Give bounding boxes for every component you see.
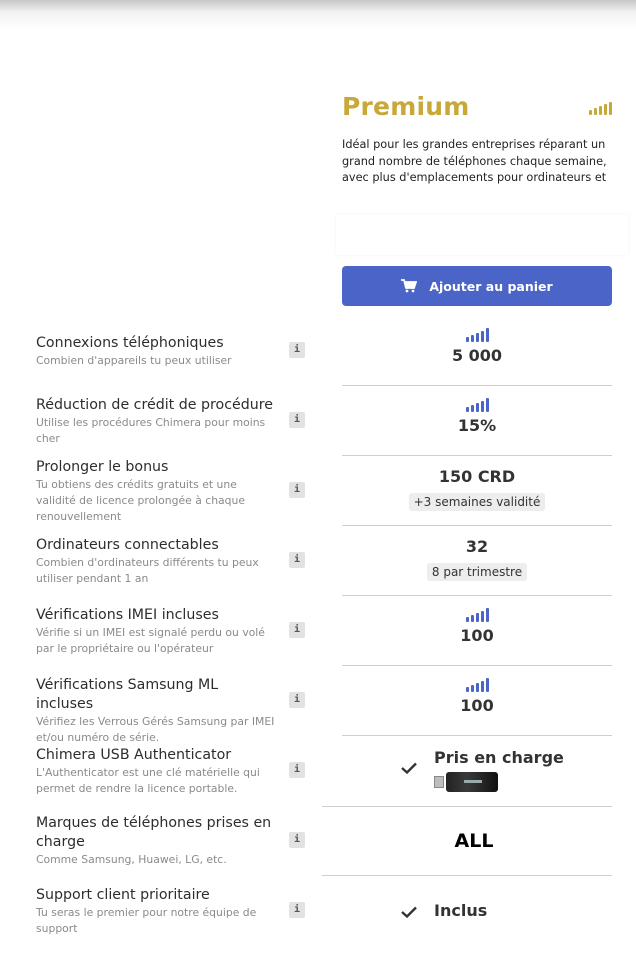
- info-icon[interactable]: i: [289, 552, 305, 568]
- info-icon[interactable]: i: [289, 622, 305, 638]
- plan-header: [342, 92, 614, 121]
- feature-title: Connexions téléphoniques: [36, 335, 224, 351]
- info-icon[interactable]: i: [289, 342, 305, 358]
- feature-subtitle: Vérifie si un IMEI est signalé perdu ou volé par le propriétaire ou l'opérateur: [36, 626, 265, 655]
- feature-title: Prolonger le bonus: [36, 459, 169, 475]
- feature-title: Ordinateurs connectables: [36, 537, 219, 553]
- feature-extend-bonus: [36, 458, 276, 525]
- value-supported-brands: ALL: [330, 820, 618, 862]
- feature-value: 100: [460, 696, 494, 715]
- value-usb-authenticator: [434, 748, 564, 792]
- feature-supported-brands: [36, 814, 276, 868]
- info-icon[interactable]: i: [289, 832, 305, 848]
- feature-value: 5 000: [451, 346, 503, 365]
- cart-icon: [401, 279, 417, 293]
- signal-strength-icon: [589, 102, 612, 115]
- usb-key-image: [434, 772, 498, 792]
- feature-value: 150 CRD: [438, 467, 516, 486]
- feature-subtitle: Tu seras le premier pour notre équipe de support: [36, 906, 257, 935]
- price-placeholder: [336, 215, 628, 255]
- value-imei-checks: [342, 607, 612, 645]
- feature-subtitle: Combien d'appareils tu peux utiliser: [36, 354, 232, 367]
- feature-usb-authenticator: [36, 746, 276, 797]
- info-icon[interactable]: i: [289, 482, 305, 498]
- check-icon: [400, 904, 418, 923]
- row-divider: [342, 385, 612, 386]
- feature-subtitle: L'Authenticator est une clé matérielle qui permet de rendre la licence portable.: [36, 766, 260, 795]
- feature-imei-checks: [36, 606, 276, 657]
- plan-title: Premium: [342, 92, 470, 121]
- info-icon[interactable]: i: [289, 902, 305, 918]
- feature-value: 15%: [457, 416, 497, 435]
- feature-subtitle: Vérifiez les Verrous Gérés Samsung par IMEI et/ou numéro de série.: [36, 715, 275, 744]
- signal-strength-icon: [342, 397, 612, 412]
- feature-samsung-ml-checks: [36, 676, 276, 746]
- info-icon[interactable]: i: [289, 762, 305, 778]
- row-divider: [342, 735, 612, 736]
- feature-title: Chimera USB Authenticator: [36, 747, 232, 763]
- feature-title: Support client prioritaire: [36, 887, 210, 903]
- row-divider: [342, 525, 612, 526]
- row-divider: [342, 455, 612, 456]
- row-divider: [342, 665, 612, 666]
- top-shadow: [0, 0, 636, 30]
- feature-credit-reduction: [36, 396, 276, 447]
- feature-priority-support: [36, 886, 276, 937]
- feature-badge: 8 par trimestre: [427, 563, 527, 581]
- feature-subtitle: Utilise les procédures Chimera pour moins cher: [36, 416, 266, 445]
- feature-connectable-computers: [36, 536, 276, 587]
- value-phone-connections: [342, 327, 612, 365]
- row-divider: [322, 806, 612, 807]
- feature-subtitle: Tu obtiens des crédits gratuits et une validité de licence prolongée à chaque renouvellement: [36, 478, 245, 523]
- signal-strength-icon: [342, 327, 612, 342]
- signal-strength-icon: [342, 677, 612, 692]
- value-priority-support: Inclus: [434, 901, 488, 920]
- plan-description: Idéal pour les grandes entreprises réparant un grand nombre de téléphones chaque semaine, avec plus d'emplacements pour ordinateurs et: [342, 138, 607, 184]
- add-to-cart-label: Ajouter au panier: [429, 278, 553, 294]
- info-icon[interactable]: i: [289, 692, 305, 708]
- feature-phone-connections: [36, 334, 276, 369]
- feature-title: Vérifications Samsung ML incluses: [36, 677, 219, 712]
- feature-title: Marques de téléphones prises en charge: [36, 815, 272, 850]
- value-samsung-ml-checks: [342, 677, 612, 715]
- info-icon[interactable]: i: [289, 412, 305, 428]
- feature-badge: +3 semaines validité: [409, 493, 546, 511]
- feature-title: Vérifications IMEI incluses: [36, 607, 219, 623]
- value-connectable-computers: [342, 537, 612, 581]
- feature-value: 100: [460, 626, 494, 645]
- signal-strength-icon: [342, 607, 612, 622]
- feature-subtitle: Combien d'ordinateurs différents tu peux utiliser pendant 1 an: [36, 556, 259, 585]
- row-divider: [342, 595, 612, 596]
- feature-value: 32: [465, 537, 489, 556]
- value-credit-reduction: [342, 397, 612, 435]
- feature-title: Réduction de crédit de procédure: [36, 397, 273, 413]
- check-icon: [400, 760, 418, 779]
- add-to-cart-button[interactable]: [342, 266, 612, 306]
- value-extend-bonus: [342, 467, 612, 511]
- feature-value: Pris en charge: [434, 748, 564, 767]
- feature-subtitle: Comme Samsung, Huawei, LG, etc.: [36, 853, 227, 866]
- row-divider: [322, 875, 612, 876]
